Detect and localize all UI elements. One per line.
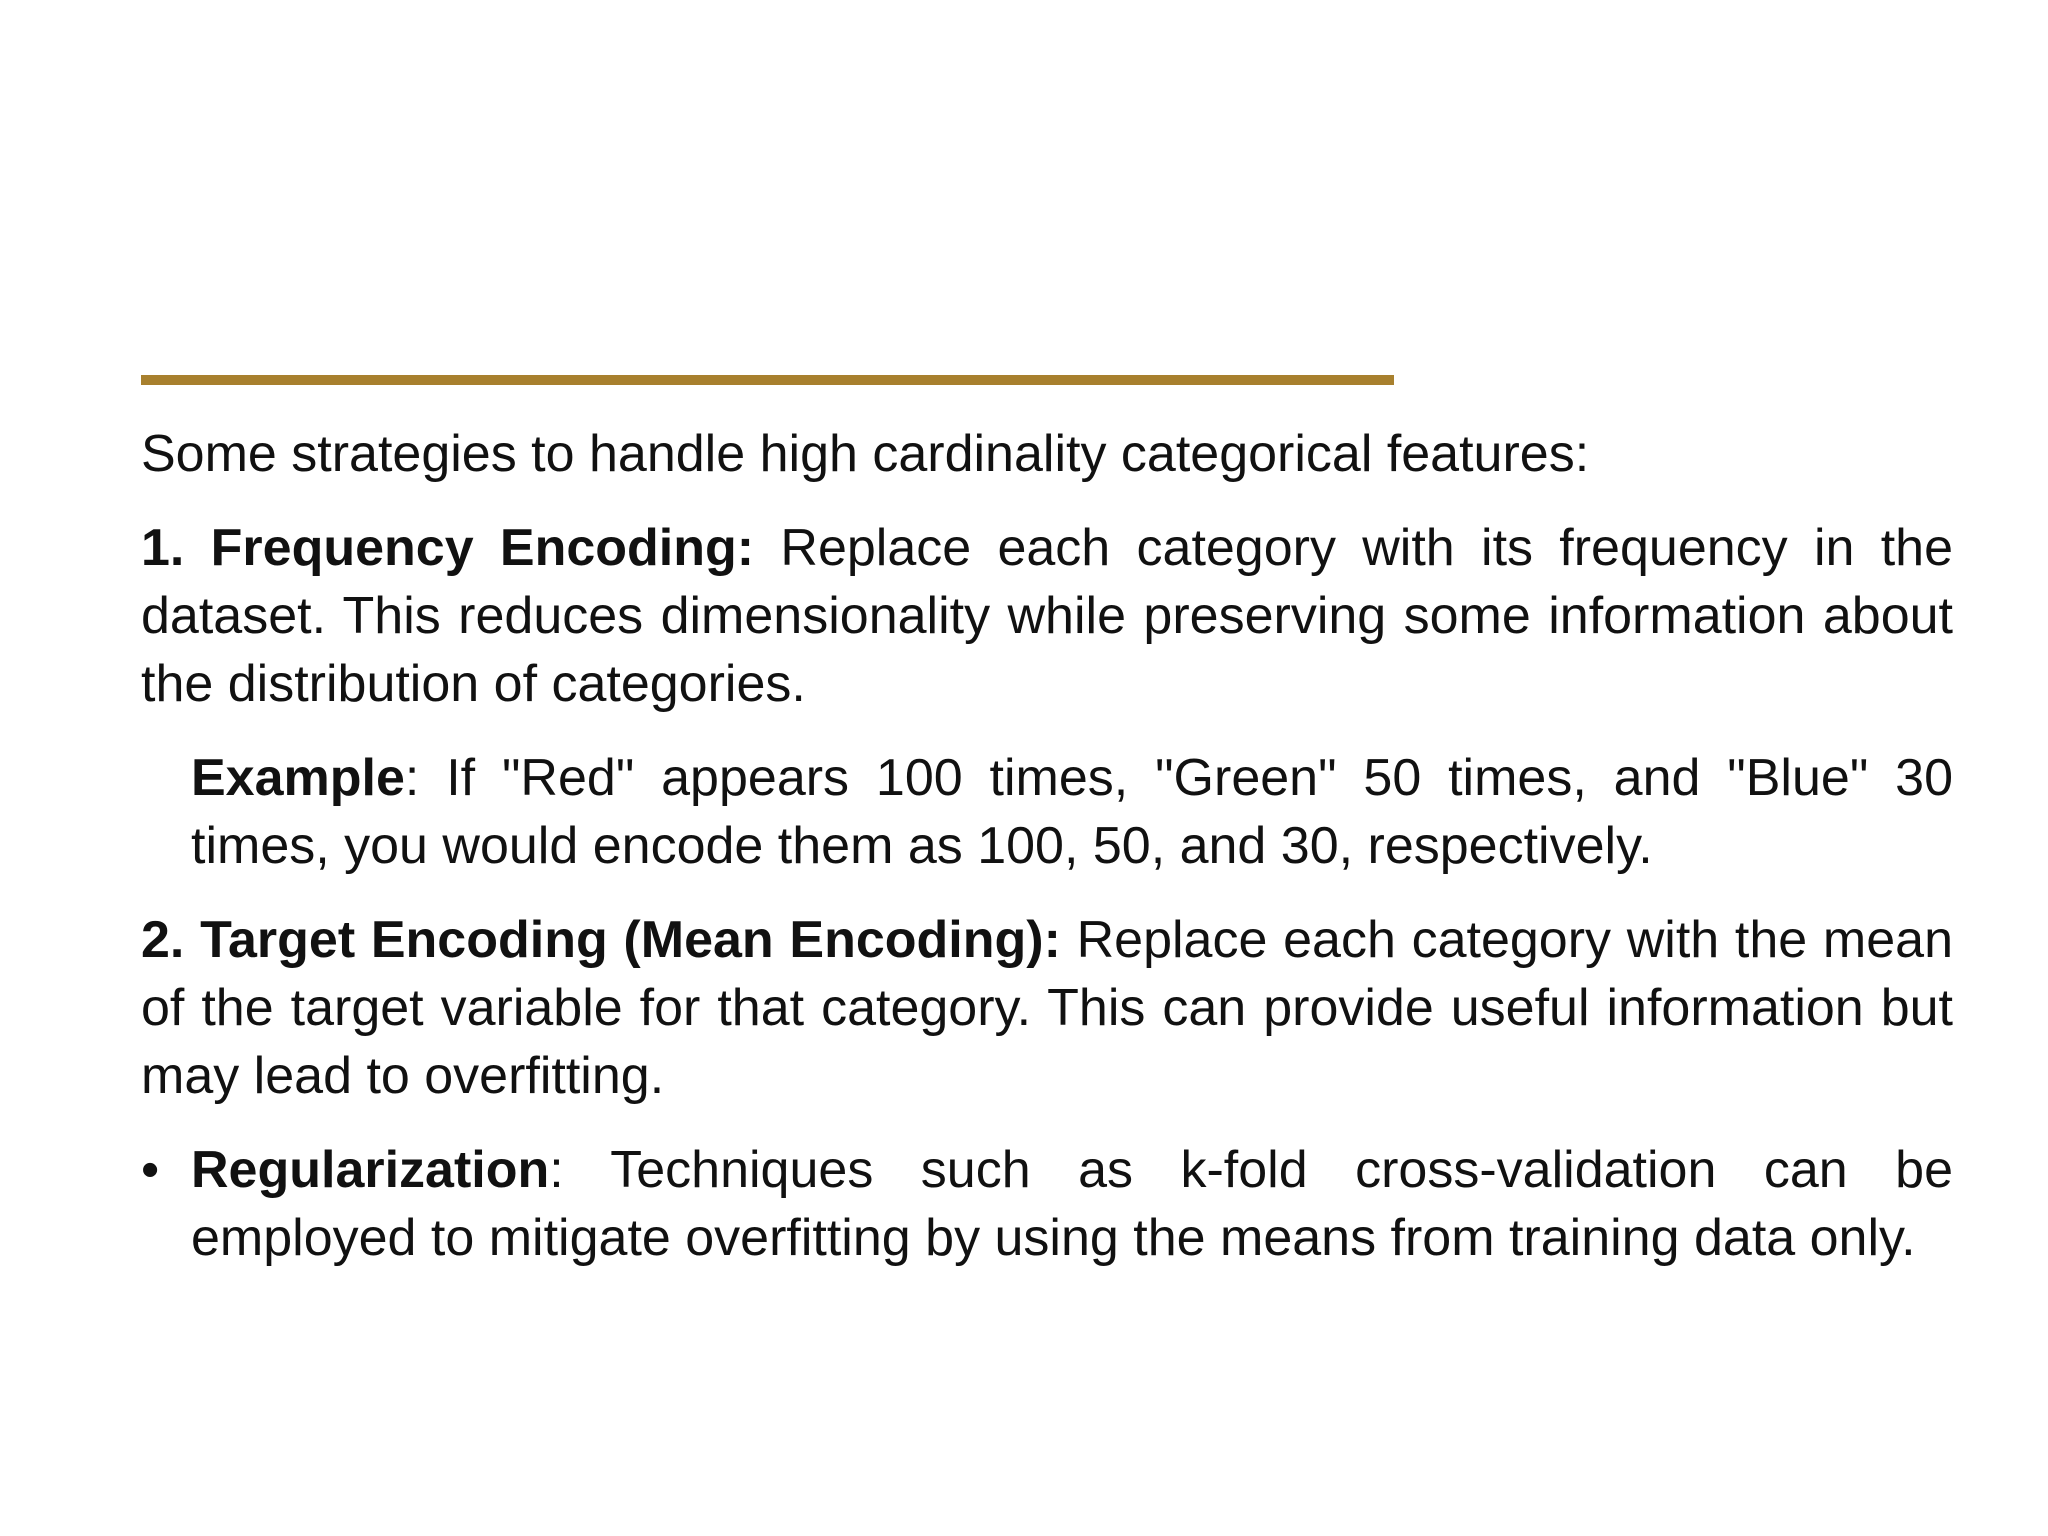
- frequency-encoding-heading: 1. Frequency Encoding:: [141, 519, 755, 577]
- example-label: Example: [191, 749, 405, 807]
- frequency-encoding-text: Replace each category with its frequency in the dataset. This reduces dimensionality while preserving some information about the distribution of categories.: [141, 519, 1953, 713]
- intro-text: Some strategies to handle high cardinality categorical features:: [141, 425, 1590, 483]
- example-text: : If "Red" appears 100 times, "Green" 50 times, and "Blue" 30 times, you would encode them as 100, 50, and 30, respectively.: [191, 749, 1953, 875]
- target-encoding-heading: 2. Target Encoding (Mean Encoding):: [141, 911, 1061, 969]
- slide-body: [141, 420, 1953, 1272]
- target-encoding-text: Replace each category with the mean of the target variable for that category. This can provide useful information but may lead to overfitting.: [141, 911, 1953, 1105]
- regularization-text: : Techniques such as k-fold cross-validation can be employed to mitigate overfitting by using the means from training data only.: [191, 1141, 1953, 1267]
- bullet-icon: •: [141, 1141, 160, 1199]
- example-paragraph: [191, 744, 1953, 880]
- regularization-bullet-item: [141, 1136, 1953, 1272]
- frequency-encoding-paragraph: [141, 514, 1953, 718]
- regularization-paragraph: [191, 1136, 1953, 1272]
- regularization-label: Regularization: [191, 1141, 550, 1199]
- target-encoding-paragraph: [141, 906, 1953, 1110]
- title-underline-rule: [141, 375, 1394, 385]
